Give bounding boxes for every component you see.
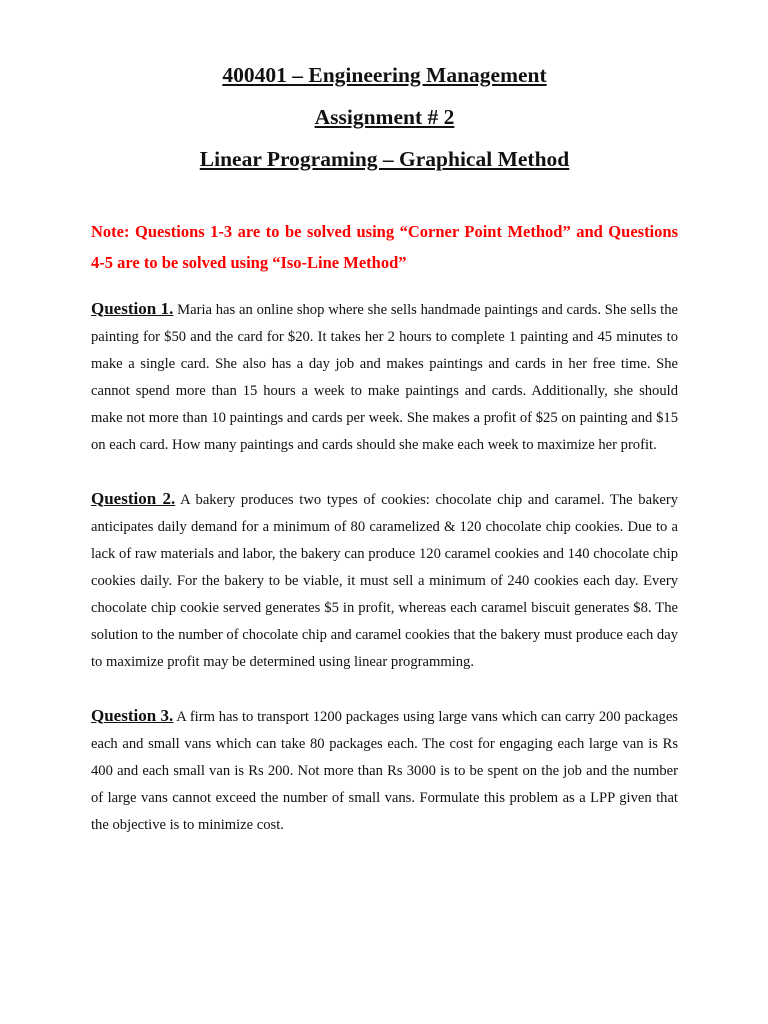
question-1 bbox=[91, 295, 678, 459]
question-1-label: Question 1. bbox=[91, 298, 174, 318]
question-3-text: A firm has to transport 1200 packages using large vans which can carry 200 packages each and small vans which can take 80 packages each. The cost for engaging each large van is Rs 400 and each small van is Rs 200. Not more than Rs 3000 is to be spent on the job and the number of large vans cannot exceed the number of small vans. Formulate this problem as a LPP given that the objective is to minimize cost. bbox=[91, 708, 678, 833]
question-3 bbox=[91, 702, 678, 839]
question-2 bbox=[91, 485, 678, 676]
question-3-label: Question 3. bbox=[91, 705, 174, 725]
method-note: Note: Questions 1-3 are to be solved using “Corner Point Method” and Questions 4-5 are to be solved using “Iso-Line Method” bbox=[91, 222, 678, 272]
question-2-text: A bakery produces two types of cookies: chocolate chip and caramel. The bakery anticipates daily demand for a minimum of 80 caramelized & 120 chocolate chip cookies. Due to a lack of raw materials and labor, the bakery can produce 120 caramel cookies and 140 chocolate chip cookies daily. For the bakery to be viable, it must sell a minimum of 240 cookies each day. Every chocolate chip cookie served generates $5 in profit, whereas each caramel biscuit generates $8. The solution to the number of chocolate chip and caramel cookies that the bakery must produce each day to maximize profit may be determined using linear programming. bbox=[91, 491, 678, 670]
course-title: 400401 – Engineering Management bbox=[222, 63, 547, 87]
topic-title: Linear Programing – Graphical Method bbox=[199, 147, 570, 171]
question-2-label: Question 2. bbox=[91, 488, 176, 508]
assignment-title: Assignment # 2 bbox=[314, 105, 455, 129]
question-1-text: Maria has an online shop where she sells handmade paintings and cards. She sells the painting for $50 and the card for $20. It takes her 2 hours to complete 1 painting and 45 minutes to make a single card. She also has a day job and makes paintings and cards in her free time. She cannot spend more than 15 hours a week to make paintings and cards. Additionally, she should make not more than 10 paintings and cards per week. She makes a profit of $25 on painting and $15 on each card. How many paintings and cards should she make each week to maximize her profit. bbox=[91, 301, 678, 453]
